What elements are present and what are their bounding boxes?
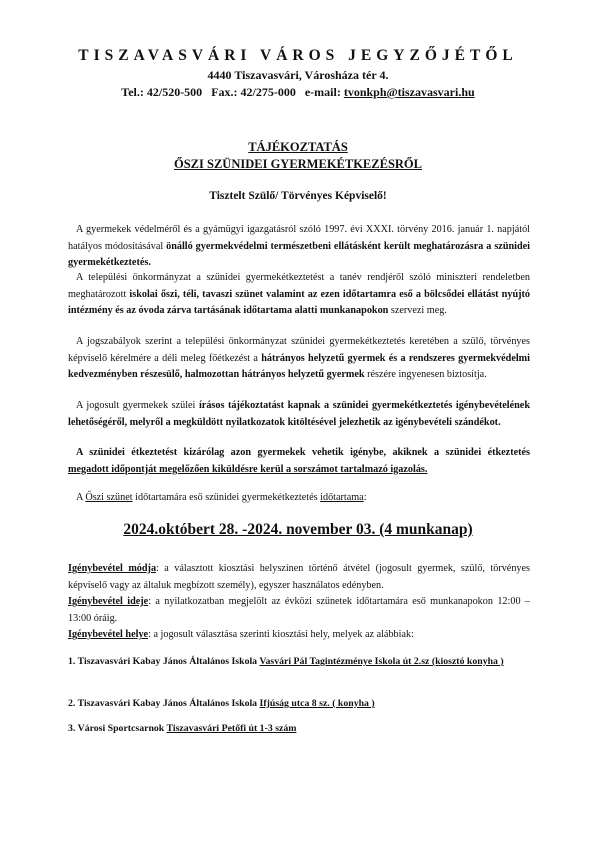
p6-duration: időtartama: [320, 492, 364, 503]
p6-text-2: időtartamára eső szünidei gyermekétkeztetés: [132, 492, 321, 503]
email-label: e-mail:: [304, 85, 341, 99]
p6-colon: :: [363, 492, 367, 503]
usage-time-text: : a nyilatkozatban megjelölt az évközi szünetek időtartamára eső munkanapokon 12:00 – 13:00 óráig.: [68, 596, 530, 624]
usage-place-text: : a jogosult választása szerinti kiosztási hely, melyek az alábbiak:: [148, 629, 414, 640]
p1-bold: önálló gyermekvédelmi természetbeni ellátásként került meghatározásra a szünidei gyermekétkeztetés.: [68, 240, 530, 268]
p3-tail: részére ingyenesen biztosítja.: [364, 369, 487, 380]
location-item: [68, 722, 530, 736]
location-1-prefix: 1. Tiszavasvári Kabay János Általános Iskola: [68, 656, 260, 667]
p2-bold: iskolai őszi, téli, tavaszi szünet valamint az ezen időtartamra eső a bölcsődei ellátást nyújtó intézmény és az óvoda zárva tartásának időtartama alatti munkanapokon: [68, 288, 530, 316]
p6-autumn-break: Őszi szünet: [85, 492, 133, 503]
location-2-address: Ifjúság utca 8 sz. ( konyha ): [259, 698, 375, 709]
p2-text: A települési önkormányzat a szünidei gyermekétkeztetést a tanév rendjéről szóló miniszteri rendeletben meghatározott: [68, 272, 530, 300]
issuer-contact: [0, 85, 596, 100]
paragraph-4: [68, 398, 530, 431]
phone: Tel.: 42/520-500: [121, 85, 203, 99]
paragraph-2: [68, 270, 530, 320]
usage-place-label: Igénybevétel helye: [68, 629, 149, 640]
p6-text: A: [76, 492, 86, 503]
p2-tail: szervezi meg.: [388, 305, 447, 316]
p5-underlined: megadott időpontját megelőzően kiküldésre kerül a sorszámot tartalmazó igazolás.: [68, 463, 428, 475]
p3-text: A jogszabályok szerint a települési önkormányzat szünidei gyermekétkeztetés keretében a szülő, törvényes képviselő kérelmére a déli meleg főétkezést a: [68, 336, 530, 364]
p4-bold: írásos tájékoztatást kapnak a szünidei gyermekétkeztetés igénybevételének lehetőségéről, melyről a megküldött nyilatkozatok kitöltésével jelezhetik az igénybevételi szándékot.: [68, 400, 530, 428]
fax: Fax.: 42/275-000: [211, 85, 296, 99]
usage-time-label: Igénybevétel ideje: [68, 596, 149, 607]
paragraph-3: [68, 334, 530, 384]
p1-text: A gyermekek védelméről és a gyámügyi igazgatásról szóló 1997. évi XXXI. törvény 2016. január 1. napjától hatályos módosításával: [68, 224, 530, 252]
date-range: 2024.októbert 28. -2024. november 03. (4 munkanap): [123, 521, 473, 538]
p3-bold: hátrányos helyzetű gyermek és a rendszeres gyermekvédelmi kedvezményben részesülő, halmozottan hátrányos helyzetű gyermek: [68, 352, 530, 380]
issuer-title: TISZAVASVÁRI VÁROS JEGYZŐJÉTŐL: [78, 47, 518, 64]
p4-text: A jogosult gyermekek szülei: [76, 400, 199, 411]
usage-place: [68, 627, 530, 644]
usage-mode-label: Igénybevétel módja: [68, 563, 157, 574]
document-title: TÁJÉKOZTATÁS: [248, 140, 348, 154]
salutation: Tisztelt Szülő/ Törvényes Képviselő!: [209, 190, 387, 202]
location-item: [68, 697, 530, 711]
email-link[interactable]: tvonkph@tiszavasvari.hu: [343, 85, 475, 99]
paragraph-1: [68, 222, 530, 272]
usage-time: [68, 594, 530, 627]
usage-mode-text: : a választott kiosztási helyszínen történő átvétel (jogosult gyermek, szülő, törvényes képviselő vagy az általuk megbízott személy), egyszer használatos edényben.: [68, 563, 530, 591]
location-3-prefix: 3. Városi Sportcsarnok: [68, 723, 167, 734]
location-2-prefix: 2. Tiszavasvári Kabay János Általános Iskola: [68, 698, 260, 709]
usage-mode: [68, 561, 530, 594]
document-subtitle: ŐSZI SZÜNIDEI GYERMEKÉTKEZÉSRŐL: [174, 157, 422, 171]
p5-text: A szünidei étkeztetést kizárólag azon gyermekek vehetik igénybe, akiknek a szünidei étkeztetés: [76, 447, 530, 458]
location-3-address: Tiszavasvári Petőfi út 1-3 szám: [166, 723, 297, 734]
location-item: [68, 655, 530, 669]
paragraph-6: [68, 490, 530, 507]
location-1-address: Vasvári Pál Tagintézménye Iskola út 2.sz (kiosztó konyha ): [259, 656, 504, 667]
issuer-address: 4440 Tiszavasvári, Városháza tér 4.: [207, 68, 389, 82]
paragraph-5: [68, 445, 530, 478]
